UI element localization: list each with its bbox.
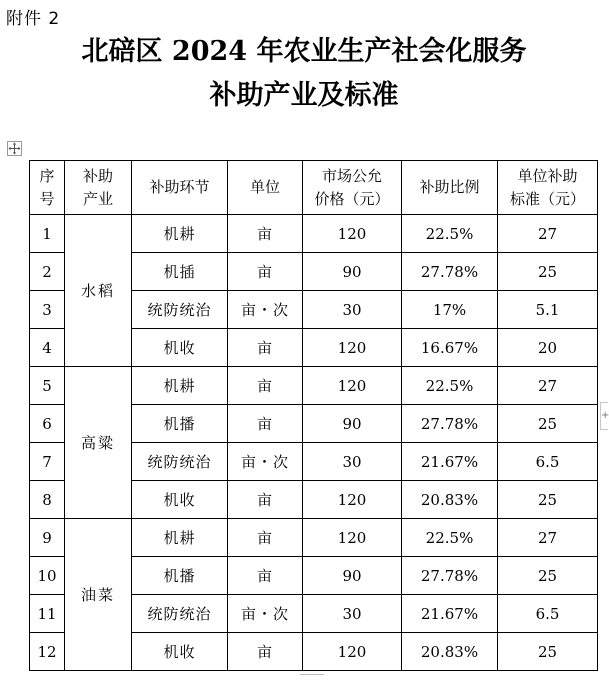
stage-cell: 机播: [132, 557, 228, 595]
unit-cell: 亩: [228, 633, 303, 671]
header-stage: 补助环节: [132, 161, 228, 215]
price-cell: 90: [303, 557, 402, 595]
seq-cell: 12: [30, 633, 65, 671]
price-cell: 120: [303, 519, 402, 557]
standard-cell: 27: [498, 519, 598, 557]
seq-cell: 8: [30, 481, 65, 519]
header-unit: 单位: [228, 161, 303, 215]
header-ratio: 补助比例: [402, 161, 498, 215]
stage-cell: 机耕: [132, 519, 228, 557]
standard-cell: 20: [498, 329, 598, 367]
stage-cell: 机耕: [132, 215, 228, 253]
document-title-line2: 补助产业及标准: [209, 80, 399, 111]
ratio-cell: 20.83%: [402, 481, 498, 519]
unit-cell: 亩: [228, 405, 303, 443]
move-arrows-icon[interactable]: [7, 141, 22, 156]
ratio-cell: 22.5%: [402, 367, 498, 405]
industry-cell: 高粱: [65, 367, 132, 519]
price-cell: 120: [303, 367, 402, 405]
standard-cell: 25: [498, 557, 598, 595]
industry-cell: 水稻: [65, 215, 132, 367]
stage-cell: 机收: [132, 329, 228, 367]
ratio-cell: 27.78%: [402, 557, 498, 595]
header-seq: 序 号: [30, 161, 65, 215]
table-row: [30, 215, 598, 253]
stage-cell: 统防统治: [132, 595, 228, 633]
ratio-cell: 21.67%: [402, 595, 498, 633]
standard-cell: 6.5: [498, 595, 598, 633]
standard-cell: 25: [498, 633, 598, 671]
unit-cell: 亩: [228, 557, 303, 595]
standard-cell: 25: [498, 481, 598, 519]
stage-cell: 机播: [132, 405, 228, 443]
price-cell: 30: [303, 443, 402, 481]
header-price: 市场公允 价格（元）: [303, 161, 402, 215]
table-row: [30, 519, 598, 557]
unit-cell: 亩・次: [228, 595, 303, 633]
unit-cell: 亩: [228, 215, 303, 253]
ratio-cell: 22.5%: [402, 519, 498, 557]
standard-cell: 27: [498, 367, 598, 405]
document-title-line1: 北碚区 2024 年农业生产社会化服务: [81, 36, 527, 67]
stage-cell: 机收: [132, 633, 228, 671]
standard-cell: 6.5: [498, 443, 598, 481]
price-cell: 30: [303, 291, 402, 329]
seq-cell: 4: [30, 329, 65, 367]
table-row: [30, 367, 598, 405]
price-cell: 120: [303, 329, 402, 367]
seq-cell: 9: [30, 519, 65, 557]
ratio-cell: 21.67%: [402, 443, 498, 481]
price-cell: 120: [303, 633, 402, 671]
seq-cell: 2: [30, 253, 65, 291]
seq-cell: 5: [30, 367, 65, 405]
stage-cell: 机耕: [132, 367, 228, 405]
ratio-cell: 27.78%: [402, 253, 498, 291]
ratio-cell: 27.78%: [402, 405, 498, 443]
price-cell: 90: [303, 253, 402, 291]
unit-cell: 亩: [228, 253, 303, 291]
ratio-cell: 16.67%: [402, 329, 498, 367]
attachment-label: 附件 2: [6, 9, 61, 29]
stage-cell: 统防统治: [132, 443, 228, 481]
unit-cell: 亩: [228, 367, 303, 405]
seq-cell: 10: [30, 557, 65, 595]
price-cell: 120: [303, 215, 402, 253]
unit-cell: 亩: [228, 329, 303, 367]
seq-cell: 1: [30, 215, 65, 253]
unit-cell: 亩・次: [228, 443, 303, 481]
stage-cell: 机收: [132, 481, 228, 519]
header-industry: 补助 产业: [65, 161, 132, 215]
subsidy-table: [29, 160, 598, 671]
industry-cell: 油菜: [65, 519, 132, 671]
price-cell: 90: [303, 405, 402, 443]
unit-cell: 亩: [228, 519, 303, 557]
stage-cell: 机插: [132, 253, 228, 291]
header-standard: 单位补助 标准（元）: [498, 161, 598, 215]
add-column-icon[interactable]: +: [600, 402, 608, 430]
standard-cell: 27: [498, 215, 598, 253]
ratio-cell: 22.5%: [402, 215, 498, 253]
seq-cell: 6: [30, 405, 65, 443]
seq-cell: 3: [30, 291, 65, 329]
page-edge-marker: [300, 674, 324, 680]
standard-cell: 25: [498, 253, 598, 291]
unit-cell: 亩・次: [228, 291, 303, 329]
unit-cell: 亩: [228, 481, 303, 519]
seq-cell: 7: [30, 443, 65, 481]
standard-cell: 5.1: [498, 291, 598, 329]
price-cell: 120: [303, 481, 402, 519]
standard-cell: 25: [498, 405, 598, 443]
table-header-row: [30, 161, 598, 215]
price-cell: 30: [303, 595, 402, 633]
ratio-cell: 20.83%: [402, 633, 498, 671]
ratio-cell: 17%: [402, 291, 498, 329]
stage-cell: 统防统治: [132, 291, 228, 329]
seq-cell: 11: [30, 595, 65, 633]
